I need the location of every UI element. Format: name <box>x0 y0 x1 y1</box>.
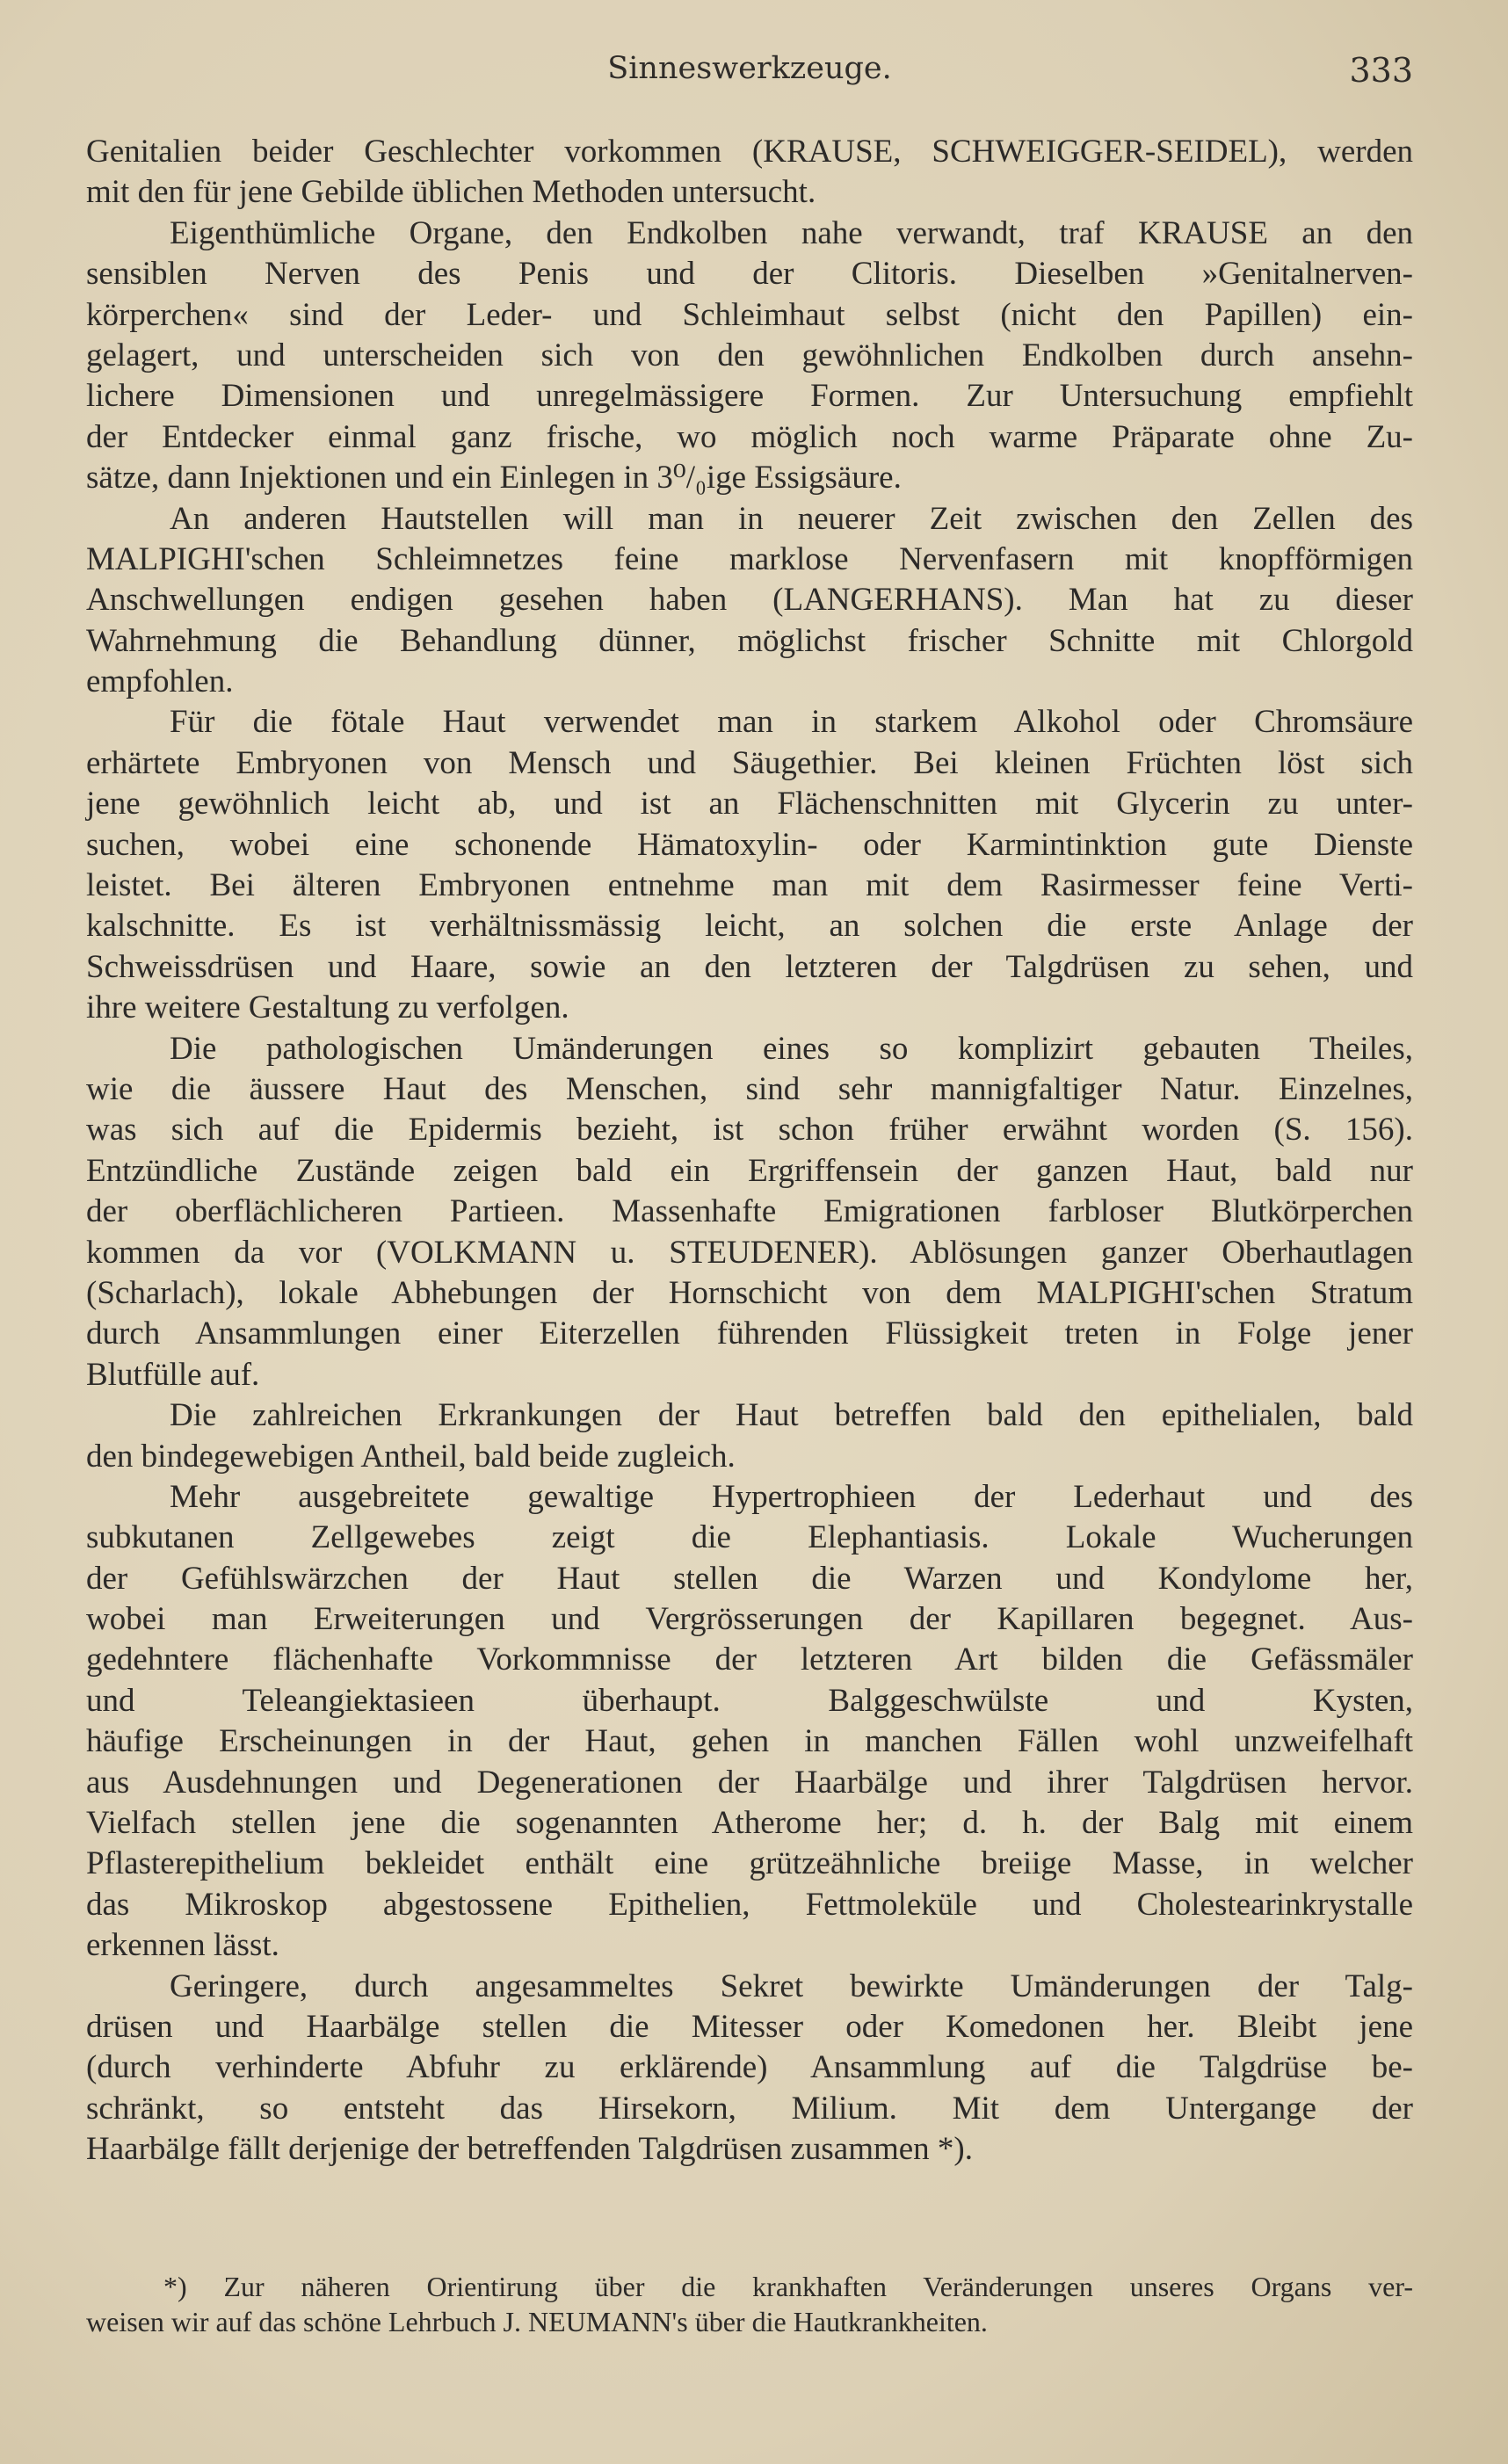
text-line: Wahrnehmung die Behandlung dünner, möglichst frischer Schnitte mit Chlorgold <box>86 622 1413 659</box>
text-line: ihre weitere Gestaltung zu verfolgen. <box>86 989 569 1026</box>
text-line: kalschnitte. Es ist verhältnissmässig leicht, an solchen die erste Anlage der <box>86 908 1413 945</box>
text-line: und Teleangiektasieen überhaupt. Balggeschwülste und Kysten, <box>86 1682 1413 1719</box>
text-line: (durch verhinderte Abfuhr zu erklärende) Ansammlung auf die Talgdrüse be- <box>86 2049 1413 2086</box>
text-line: Entzündliche Zustände zeigen bald ein Ergriffensein der ganzen Haut, bald nur <box>86 1152 1413 1189</box>
footnote-line: weisen wir auf das schöne Lehrbuch J. NEUMANN's über die Hautkrankheiten. <box>86 2306 988 2337</box>
text-line: Die pathologischen Umänderungen eines so komplizirt gebauten Theiles, <box>170 1030 1413 1067</box>
text-line: Genitalien beider Geschlechter vorkommen (KRAUSE, SCHWEIGGER-SEIDEL), werden <box>86 134 1413 170</box>
text-line: schränkt, so entsteht das Hirsekorn, Milium. Mit dem Untergange der <box>86 2090 1413 2127</box>
text-line: den bindegewebigen Antheil, bald beide zugleich. <box>86 1438 736 1475</box>
text-line: Anschwellungen endigen gesehen haben (LANGERHANS). Man hat zu dieser <box>86 582 1413 619</box>
text-line: gedehntere flächenhafte Vorkommnisse der letzteren Art bilden die Gefässmäler <box>86 1641 1413 1678</box>
text-line: leistet. Bei älteren Embryonen entnehme man mit dem Rasirmesser feine Verti- <box>86 867 1413 904</box>
text-line: durch Ansammlungen einer Eiterzellen führenden Flüssigkeit treten in Folge jener <box>86 1315 1413 1352</box>
text-line: Vielfach stellen jene die sogenannten Atherome her; d. h. der Balg mit einem <box>86 1805 1413 1842</box>
text-line: An anderen Hautstellen will man in neuerer Zeit zwischen den Zellen des <box>170 500 1413 537</box>
text-line: aus Ausdehnungen und Degenerationen der Haarbälge und ihrer Talgdrüsen hervor. <box>86 1764 1413 1801</box>
text-line: MALPIGHI'schen Schleimnetzes feine marklose Nervenfasern mit knopfförmigen <box>86 540 1413 577</box>
text-line: Die zahlreichen Erkrankungen der Haut betreffen bald den epithelialen, bald <box>170 1397 1413 1434</box>
text-line: kommen da vor (VOLKMANN u. STEUDENER). Ablösungen ganzer Oberhautlagen <box>86 1234 1413 1271</box>
text-line: erhärtete Embryonen von Mensch und Säugethier. Bei kleinen Früchten löst sich <box>86 744 1413 781</box>
text-line: wie die äussere Haut des Menschen, sind sehr mannigfaltiger Natur. Einzelnes, <box>86 1070 1413 1107</box>
text-line: suchen, wobei eine schonende Hämatoxylin- oder Karmintinktion gute Dienste <box>86 826 1413 863</box>
text-line: Für die fötale Haut verwendet man in starkem Alkohol oder Chromsäure <box>170 704 1413 741</box>
text-line: drüsen und Haarbälge stellen die Mitesser oder Komedonen her. Bleibt jene <box>86 2008 1413 2045</box>
text-line: das Mikroskop abgestossene Epithelien, Fettmoleküle und Cholestearinkrystalle <box>86 1886 1413 1923</box>
text-line: mit den für jene Gebilde üblichen Methoden untersucht. <box>86 174 816 211</box>
text-line: lichere Dimensionen und unregelmässigere Formen. Zur Untersuchung empfiehlt <box>86 378 1413 415</box>
text-line: Mehr ausgebreitete gewaltige Hypertrophieen der Lederhaut und des <box>170 1478 1413 1515</box>
footnote <box>86 2269 1413 2339</box>
text-line: (Scharlach), lokale Abhebungen der Hornschicht von dem MALPIGHI'schen Stratum <box>86 1274 1413 1311</box>
page-number: 333 <box>1349 51 1413 90</box>
text-line: empfohlen. <box>86 663 234 700</box>
text-line: der Entdecker einmal ganz frische, wo möglich noch warme Präparate ohne Zu- <box>86 418 1413 455</box>
footnote-line: *) Zur näheren Orientirung über die krankhaften Veränderungen unseres Organs ver- <box>163 2271 1413 2302</box>
body-text <box>86 132 1413 2170</box>
text-line: Schweissdrüsen und Haare, sowie an den letzteren der Talgdrüsen zu sehen, und <box>86 948 1413 985</box>
text-line: Blutfülle auf. <box>86 1356 260 1393</box>
text-line: gelagert, und unterscheiden sich von den gewöhnlichen Endkolben durch ansehn- <box>86 337 1413 373</box>
text-line: wobei man Erweiterungen und Vergrösserungen der Kapillaren begegnet. Aus- <box>86 1601 1413 1638</box>
running-title: Sinneswerkzeuge. <box>607 51 892 86</box>
text-line: was sich auf die Epidermis bezieht, ist schon früher erwähnt worden (S. 156). <box>86 1112 1413 1149</box>
text-line: sätze, dann Injektionen und ein Einlegen in 3⁰/₀ige Essigsäure. <box>86 460 902 496</box>
text-line: der Gefühlswärzchen der Haut stellen die Warzen und Kondylome her, <box>86 1560 1413 1597</box>
text-line: sensiblen Nerven des Penis und der Clitoris. Dieselben »Genitalnerven- <box>86 256 1413 293</box>
text-line: der oberflächlicheren Partieen. Massenhafte Emigrationen farbloser Blutkörperchen <box>86 1193 1413 1230</box>
text-line: erkennen lässt. <box>86 1927 279 1964</box>
text-line: subkutanen Zellgewebes zeigt die Elephantiasis. Lokale Wucherungen <box>86 1519 1413 1556</box>
text-line: Pflasterepithelium bekleidet enthält eine grützeähnliche breiige Masse, in welcher <box>86 1845 1413 1882</box>
text-line: körperchen« sind der Leder- und Schleimhaut selbst (nicht den Papillen) ein- <box>86 296 1413 333</box>
text-line: Eigenthümliche Organe, den Endkolben nahe verwandt, traf KRAUSE an den <box>170 214 1413 251</box>
text-line: Haarbälge fällt derjenige der betreffenden Talgdrüsen zusammen *). <box>86 2131 973 2168</box>
text-line: häufige Erscheinungen in der Haut, gehen in manchen Fällen wohl unzweifelhaft <box>86 1723 1413 1760</box>
page-header <box>86 46 1413 98</box>
text-line: jene gewöhnlich leicht ab, und ist an Flächenschnitten mit Glycerin zu unter- <box>86 786 1413 823</box>
text-line: Geringere, durch angesammeltes Sekret bewirkte Umänderungen der Talg- <box>170 1968 1413 2004</box>
